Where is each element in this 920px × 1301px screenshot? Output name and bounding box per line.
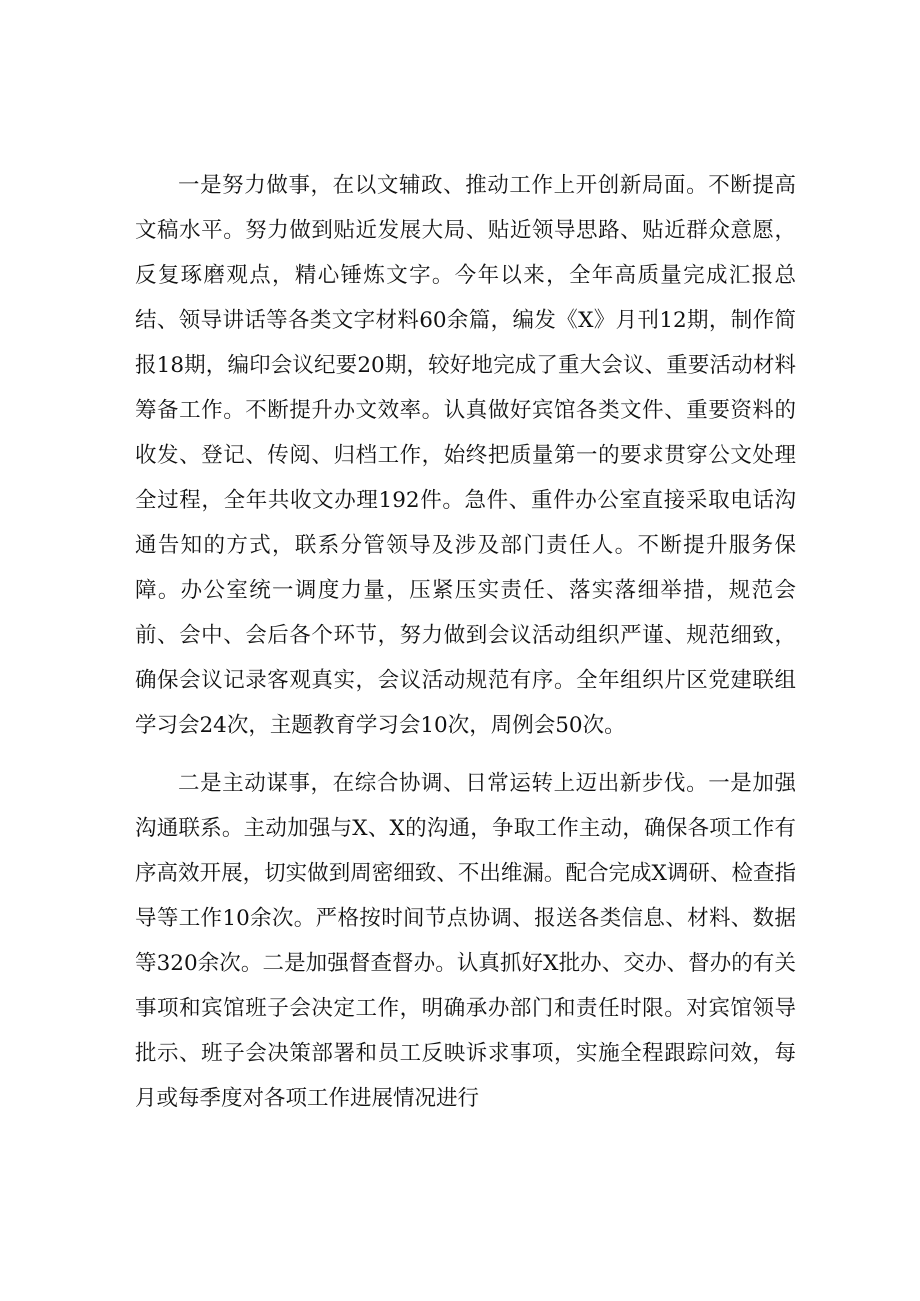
document-body [135, 163, 796, 1121]
paragraph-1: 一是努力做事，在以文辅政、推动工作上开创新局面。不断提高文稿水平。努力做到贴近发展大局、贴近领导思路、贴近群众意愿，反复琢磨观点，精心锤炼文字。今年以来，全年高质量完成汇报总结、领导讲话等各类文字材料60余篇，编发《X》月刊12期，制作简报18期，编印会议纪要20期，较好地完成了重大会议、重要活动材料筹备工作。不断提升办文效率。认真做好宾馆各类文件、重要资料的收发、登记、传阅、归档工作，始终把质量第一的要求贯穿公文处理全过程，全年共收文办理192件。急件、重件办公室直接采取电话沟通告知的方式，联系分管领导及涉及部门责任人。不断提升服务保障。办公室统一调度力量，压紧压实责任、落实落细举措，规范会前、会中、会后各个环节，努力做到会议活动组织严谨、规范细致，确保会议记录客观真实，会议活动规范有序。全年组织片区党建联组学习会24次，主题教育学习会10次，周例会50次。 [135, 173, 796, 738]
paragraph-2: 二是主动谋事，在综合协调、日常运转上迈出新步伐。一是加强沟通联系。主动加强与X、X的沟通，争取工作主动，确保各项工作有序高效开展，切实做到周密细致、不出维漏。配合完成X调研、检查指导等工作10余次。严格按时间节点协调、报送各类信息、材料、数据等320余次。二是加强督查督办。认真抓好X批办、交办、督办的有关事项和宾馆班子会决定工作，明确承办部门和责任时限。对宾馆领导批示、班子会决策部署和员工反映诉求事项，实施全程跟踪问效，每月或每季度对各项工作进展情况进行 [135, 771, 796, 1111]
